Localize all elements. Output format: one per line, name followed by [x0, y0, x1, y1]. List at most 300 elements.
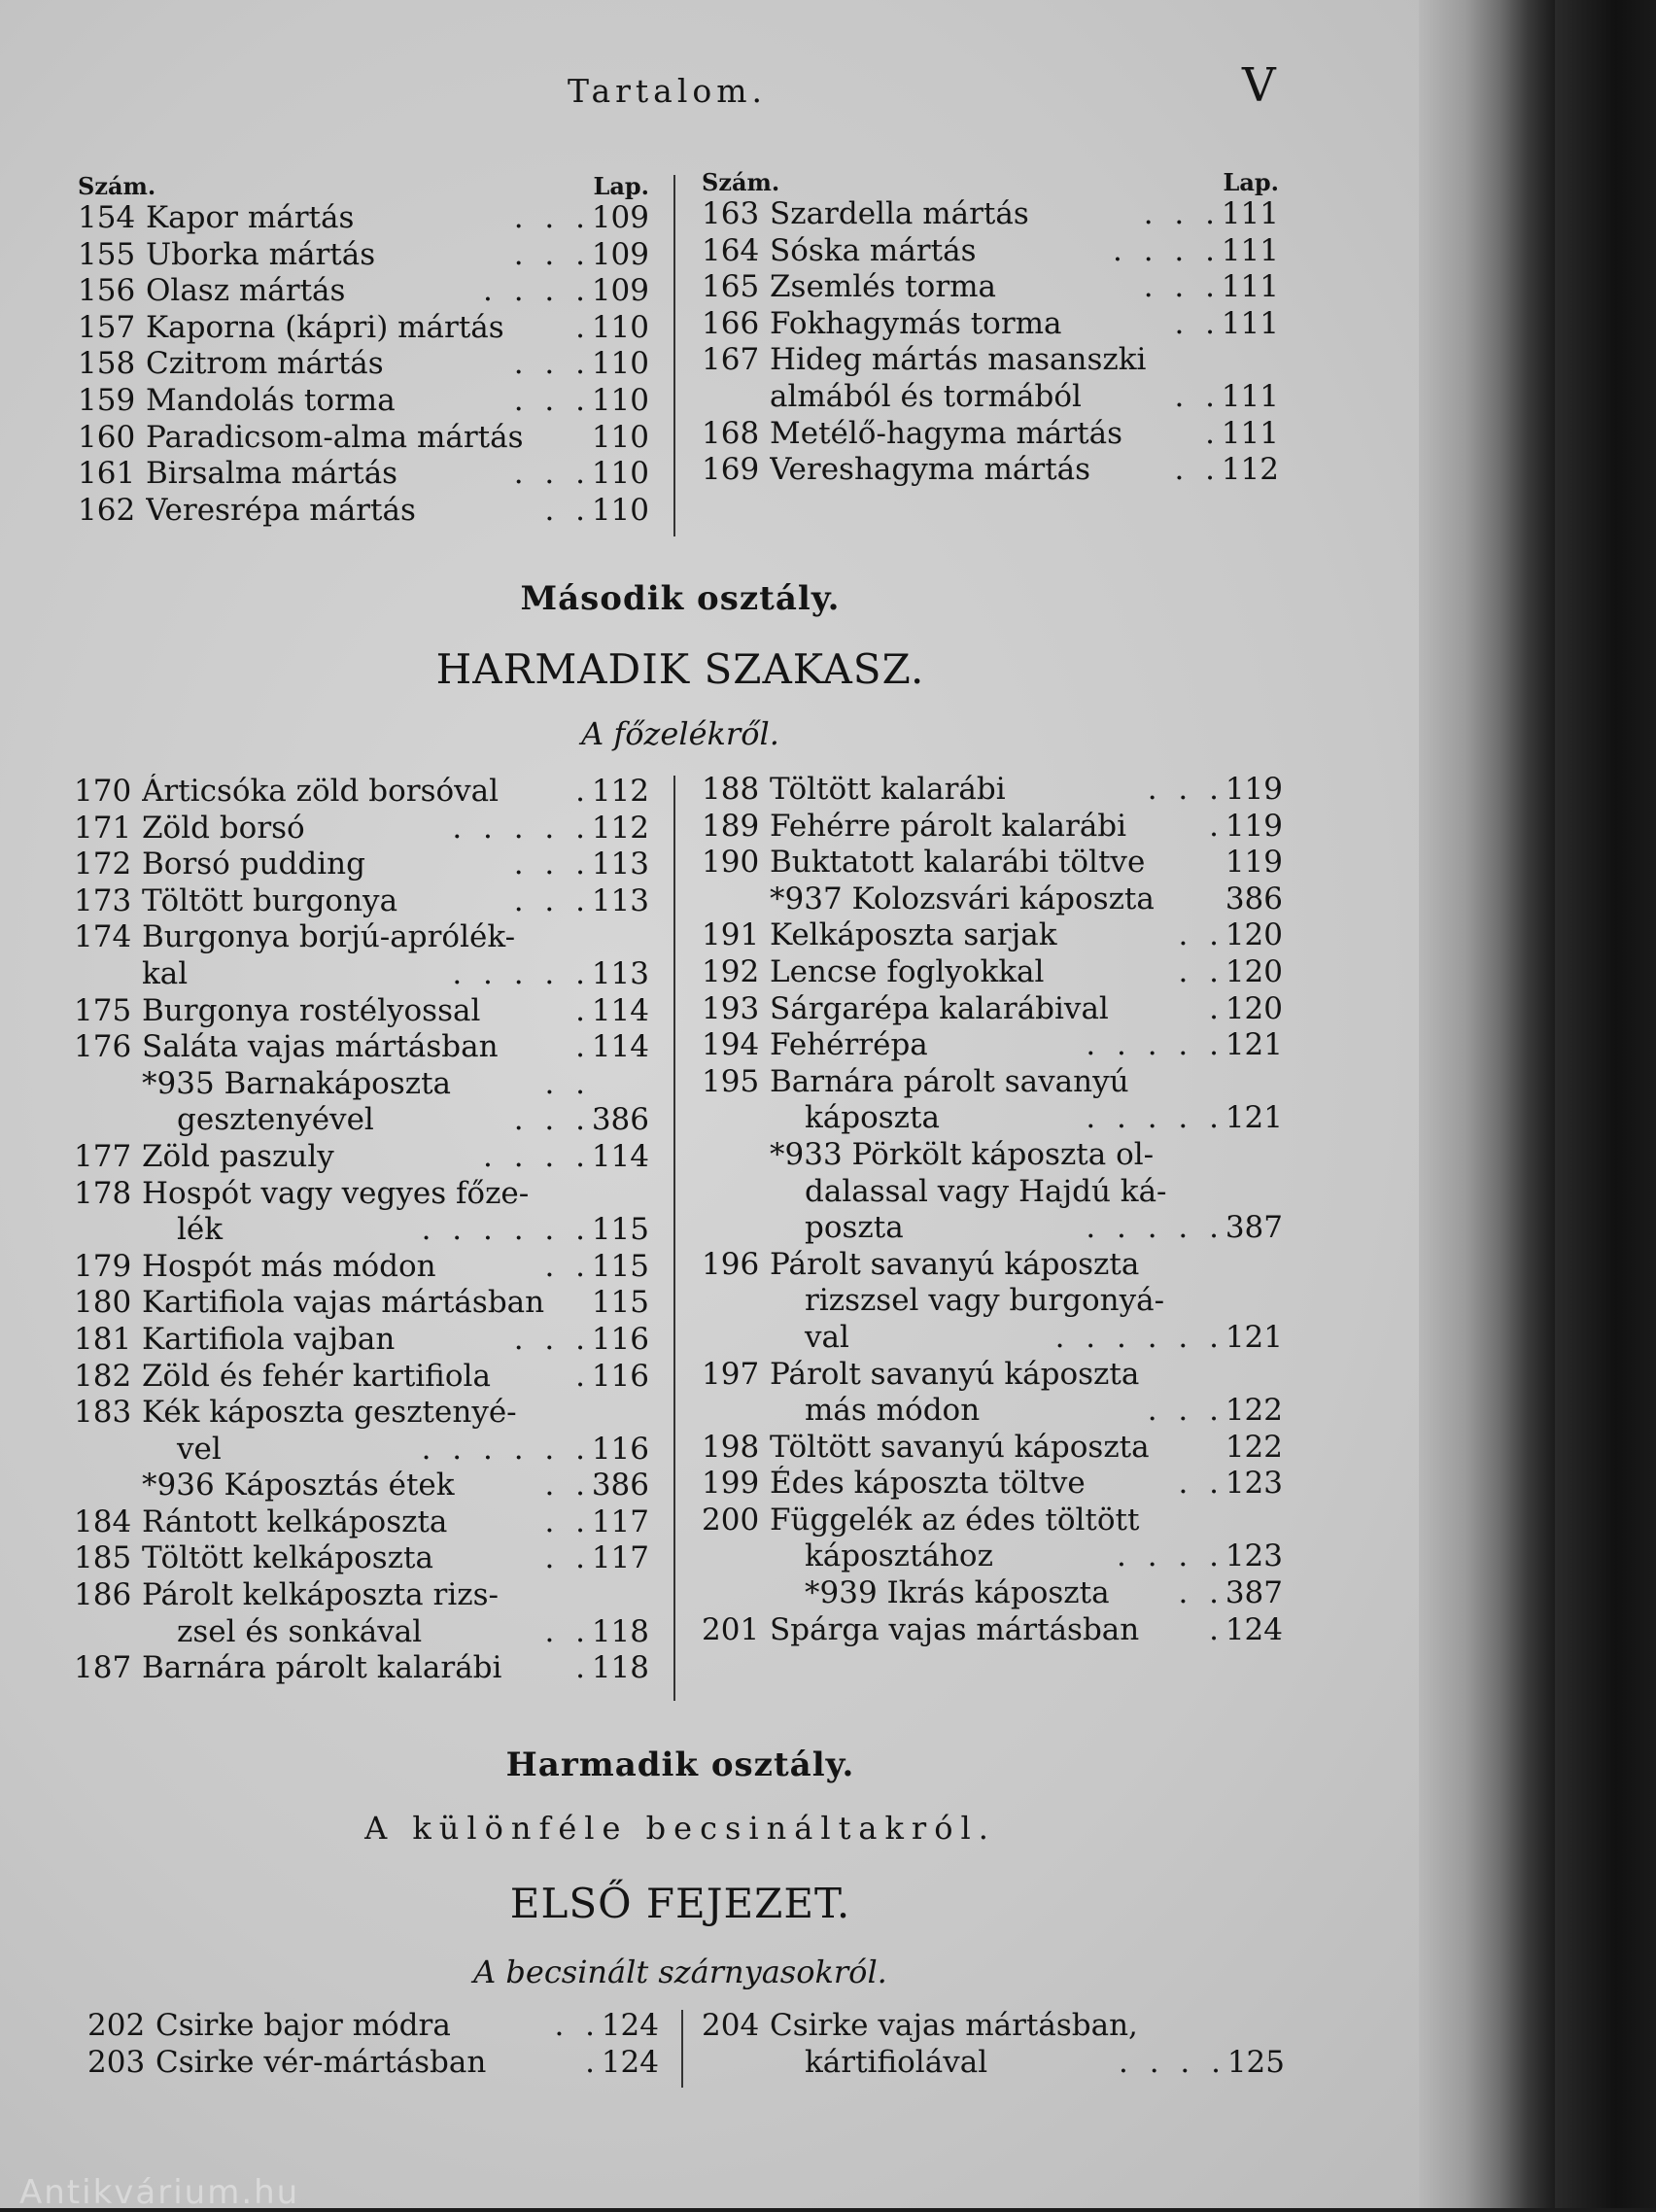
entry-title: Borsó pudding — [142, 847, 365, 882]
entry-page: 118 — [591, 1650, 649, 1686]
entry-leader: . . — [1178, 1575, 1225, 1611]
toc-entry — [78, 383, 649, 420]
entry-title: Zöld paszuly — [142, 1138, 334, 1174]
entry-number: 196 — [702, 1246, 760, 1282]
entry-title: káposztához — [805, 1538, 993, 1574]
entry-leader: . — [1209, 1611, 1225, 1647]
entry-title: rizszsel vagy burgonyá- — [805, 1283, 1165, 1319]
toc-entry — [74, 1540, 649, 1577]
page-gutter — [1419, 0, 1555, 2208]
entry-page: 111 — [1221, 378, 1279, 414]
entry-title: Édes káposzta töltve — [770, 1466, 1086, 1502]
entry-number: 198 — [702, 1429, 760, 1465]
entry-number: 181 — [74, 1321, 132, 1357]
toc-entry — [74, 919, 649, 956]
toc-entry — [74, 1432, 649, 1469]
entry-page: 121 — [1225, 1319, 1283, 1355]
toc-entry — [702, 1210, 1283, 1247]
entry-leader: . . . . . — [452, 955, 591, 991]
toc-entry — [78, 237, 649, 274]
entry-page: 119 — [1225, 845, 1283, 881]
entry-page: 122 — [1225, 1393, 1283, 1429]
entry-page: 121 — [1225, 1027, 1283, 1063]
entry-title: Kék káposzta gesztenyé- — [142, 1395, 517, 1431]
toc-entry — [74, 1285, 649, 1322]
entry-leader: . . . . . — [1086, 1027, 1225, 1063]
entry-page: 117 — [591, 1540, 649, 1576]
entry-page: 111 — [1221, 196, 1279, 231]
entry-page: 112 — [591, 810, 649, 846]
entry-title: Barnára párolt savanyú — [770, 1063, 1129, 1099]
entry-title: poszta — [805, 1210, 904, 1246]
entry-leader: . . — [544, 1065, 591, 1101]
entry-title: Saláta vajas mártásban — [142, 1029, 499, 1065]
entry-title: Párolt savanyú káposzta — [770, 1246, 1140, 1282]
entry-leader: . . — [544, 1540, 591, 1576]
toc-entry — [702, 809, 1283, 846]
entry-title: Csirke bajor módra — [155, 2008, 451, 2043]
entry-page: 122 — [1225, 1429, 1283, 1465]
section1-left-column — [78, 167, 649, 529]
toc-entry — [74, 1139, 649, 1176]
toc-entry — [702, 1393, 1283, 1430]
entry-number: 194 — [702, 1027, 760, 1063]
entry-title: Spárga vajas mártásban — [770, 1611, 1140, 1647]
entry-page: 110 — [591, 419, 649, 455]
entry-title: Mandolás torma — [146, 382, 396, 418]
toc-entry — [702, 1174, 1283, 1211]
entry-leader: . . . — [1143, 196, 1221, 231]
entry-title: *935 Barnakáposzta — [142, 1065, 452, 1101]
entry-title: Töltött kelkáposzta — [142, 1540, 433, 1576]
toc-entry — [74, 1066, 649, 1103]
entry-title: Párolt savanyú káposzta — [770, 1356, 1140, 1392]
entry-leader: . . — [1174, 452, 1221, 488]
entry-title: Függelék az édes töltött — [770, 1502, 1140, 1538]
toc-entry — [74, 956, 649, 993]
entry-number: 201 — [702, 1611, 760, 1647]
entry-page: 114 — [591, 1138, 649, 1174]
entry-leader: . . . — [513, 1321, 591, 1357]
toc-entry — [78, 273, 649, 310]
toc-entry — [702, 954, 1283, 991]
entry-page: 123 — [1225, 1466, 1283, 1502]
entry-page: 111 — [1221, 269, 1279, 305]
entry-page: 113 — [591, 847, 649, 882]
entry-number: 203 — [87, 2044, 146, 2080]
toc-entry — [74, 1395, 649, 1432]
entry-page: 109 — [591, 200, 649, 235]
entry-title: dalassal vagy Hajdú ká- — [805, 1173, 1167, 1209]
entry-page: 111 — [1221, 305, 1279, 341]
entry-title: Birsalma mártás — [146, 456, 398, 492]
section3-left-column — [87, 2008, 659, 2081]
entry-number: 193 — [702, 990, 760, 1026]
entry-page: 115 — [591, 1212, 649, 1248]
entry-leader: . . — [554, 2008, 601, 2043]
entry-page: 119 — [1225, 808, 1283, 844]
entry-title: Fehérrépa — [770, 1027, 928, 1063]
entry-number: 184 — [74, 1503, 132, 1539]
toc-entry — [74, 1102, 649, 1139]
entry-number: 182 — [74, 1358, 132, 1394]
class-subtitle: A különféle becsináltakról. — [364, 1810, 996, 1847]
toc-entry — [74, 993, 649, 1030]
toc-entry — [78, 310, 649, 347]
entry-leader: . . — [544, 1613, 591, 1649]
entry-number: 173 — [74, 882, 132, 918]
entry-page: 116 — [591, 1321, 649, 1357]
toc-entry — [702, 306, 1279, 343]
entry-title: Kapor mártás — [146, 200, 355, 235]
entry-title: Árticsóka zöld borsóval — [142, 774, 500, 809]
section1-right-column — [702, 163, 1279, 489]
entry-page: 110 — [591, 309, 649, 345]
entry-page: 110 — [591, 456, 649, 492]
toc-entry — [74, 883, 649, 920]
toc-entry — [702, 991, 1283, 1028]
entry-leader: . — [575, 309, 591, 345]
toc-entry — [702, 1027, 1283, 1064]
entry-title: Rántott kelkáposzta — [142, 1503, 448, 1539]
entry-title: Zöld borsó — [142, 810, 305, 846]
entry-title: Párolt kelkáposzta rizs- — [142, 1577, 499, 1613]
entry-number: 175 — [74, 992, 132, 1028]
section-subtitle: A főzelékről. — [581, 715, 779, 752]
section2-right-column — [702, 772, 1283, 1648]
entry-leader: . . — [544, 492, 591, 528]
toc-entry — [74, 1029, 649, 1066]
entry-title: *939 Ikrás káposzta — [805, 1575, 1110, 1611]
entry-title: Kartifiola vajas mártásban — [142, 1285, 545, 1321]
entry-number: 189 — [702, 808, 760, 844]
entry-number: 156 — [78, 273, 136, 309]
toc-entry — [702, 2045, 1285, 2082]
section2-left-column — [74, 774, 649, 1687]
entry-leader: . . — [544, 1503, 591, 1539]
toc-entry — [702, 1064, 1283, 1101]
entry-page: 123 — [1225, 1538, 1283, 1574]
entry-leader: . . . . . . — [1054, 1319, 1225, 1355]
entry-title: Hospót vagy vegyes főze- — [142, 1175, 530, 1211]
entry-title: Szardella mártás — [770, 196, 1029, 231]
entry-number: 183 — [74, 1395, 132, 1431]
entry-leader: . . . . — [483, 1138, 591, 1174]
entry-number: 160 — [78, 419, 136, 455]
entry-page: 115 — [591, 1248, 649, 1284]
entry-title: Czitrom mártás — [146, 346, 384, 382]
entry-page: 110 — [591, 382, 649, 418]
entry-title: Olasz mártás — [146, 273, 346, 309]
class-title-2: Második osztály. — [520, 579, 841, 618]
entry-leader: . — [1205, 415, 1221, 451]
toc-entry — [87, 2045, 659, 2082]
running-title: Tartalom. — [568, 72, 768, 110]
entry-number: 159 — [78, 382, 136, 418]
entry-number: 171 — [74, 810, 132, 846]
entry-page: 124 — [601, 2008, 659, 2043]
entry-number: 199 — [702, 1466, 760, 1502]
entry-number: 174 — [74, 919, 132, 955]
entry-title: Csirke vér-mártásban — [155, 2044, 487, 2080]
entry-title: Veresrépa mártás — [146, 492, 416, 528]
toc-entry — [74, 1504, 649, 1541]
entry-leader: . . . — [1143, 269, 1221, 305]
column-divider — [673, 776, 675, 1701]
col-head-num: Szám. — [78, 172, 156, 200]
entry-title: káposzta — [805, 1100, 940, 1136]
entry-number: 188 — [702, 772, 760, 807]
entry-title: Kartifiola vajban — [142, 1321, 396, 1357]
entry-page: 114 — [591, 992, 649, 1028]
entry-number: 202 — [87, 2008, 146, 2043]
entry-page: 386 — [591, 1102, 649, 1138]
entry-number: 185 — [74, 1540, 132, 1576]
entry-page: 109 — [591, 236, 649, 272]
class-title-3: Harmadik osztály. — [505, 1745, 855, 1784]
toc-entry — [702, 1430, 1283, 1467]
entry-number: 155 — [78, 236, 136, 272]
toc-entry — [702, 1538, 1283, 1575]
entry-page: 117 — [591, 1503, 649, 1539]
entry-title: Fehérre párolt kalarábi — [770, 808, 1127, 844]
entry-leader: . . . — [513, 346, 591, 382]
entry-page: 112 — [1221, 452, 1279, 488]
entry-title: más módon — [805, 1393, 981, 1429]
entry-page: 120 — [1225, 990, 1283, 1026]
entry-page: 111 — [1221, 232, 1279, 268]
entry-title: *933 Pörkölt káposzta ol- — [770, 1136, 1155, 1172]
entry-number: 192 — [702, 953, 760, 989]
toc-entry — [702, 1612, 1283, 1649]
entry-title: Fokhagymás torma — [770, 305, 1062, 341]
toc-entry — [74, 1577, 649, 1614]
entry-number: 167 — [702, 342, 760, 378]
entry-title: Burgonya rostélyossal — [142, 992, 481, 1028]
entry-title: *936 Káposztás étek — [142, 1468, 455, 1503]
entry-leader: . — [575, 992, 591, 1028]
entry-leader: . . . — [513, 200, 591, 235]
entry-number: 197 — [702, 1356, 760, 1392]
entry-number: 178 — [74, 1175, 132, 1211]
column-header — [78, 167, 649, 200]
entry-page: 118 — [591, 1613, 649, 1649]
entry-title: Sóska mártás — [770, 232, 977, 268]
entry-leader: . . . . — [1113, 232, 1221, 268]
entry-number: 162 — [78, 492, 136, 528]
toc-entry — [74, 1212, 649, 1249]
toc-entry — [702, 881, 1283, 918]
entry-page: 110 — [591, 346, 649, 382]
entry-title: Kaporna (kápri) mártás — [146, 309, 504, 345]
toc-entry — [78, 346, 649, 383]
entry-number: 164 — [702, 232, 760, 268]
entry-leader: . . . — [513, 456, 591, 492]
entry-page: 116 — [591, 1431, 649, 1467]
entry-number: 187 — [74, 1650, 132, 1686]
entry-title: almából és tormából — [770, 378, 1082, 414]
entry-leader: . . — [544, 1248, 591, 1284]
entry-leader: . — [575, 1650, 591, 1686]
toc-entry — [702, 196, 1279, 233]
watermark: Antikvárium.hu — [19, 2173, 300, 2212]
entry-page: 387 — [1225, 1210, 1283, 1246]
entry-number: 161 — [78, 456, 136, 492]
entry-title: kal — [142, 955, 189, 991]
toc-entry — [702, 1503, 1283, 1539]
entry-title: Hideg mártás masanszki — [770, 342, 1147, 378]
chapter-title: ELSŐ FEJEZET. — [509, 1880, 851, 1927]
entry-number: 172 — [74, 847, 132, 882]
entry-number: 170 — [74, 774, 132, 809]
entry-page: 124 — [601, 2044, 659, 2080]
toc-entry — [702, 342, 1279, 379]
entry-page: 114 — [591, 1029, 649, 1065]
col-head-page: Lap. — [1223, 168, 1279, 196]
entry-number: 154 — [78, 200, 136, 235]
entry-title: Paradicsom-alma mártás — [146, 419, 524, 455]
entry-title: Töltött burgonya — [142, 882, 398, 918]
entry-title: val — [805, 1319, 849, 1355]
entry-number: 200 — [702, 1502, 760, 1538]
entry-title: Zsemlés torma — [770, 269, 997, 305]
entry-title: Barnára párolt kalarábi — [142, 1650, 502, 1686]
toc-entry — [702, 845, 1283, 881]
toc-entry — [702, 1137, 1283, 1174]
entry-leader: . . — [544, 1468, 591, 1503]
entry-leader: . . . — [513, 882, 591, 918]
entry-number: 180 — [74, 1285, 132, 1321]
entry-page: 113 — [591, 882, 649, 918]
toc-entry — [74, 1322, 649, 1359]
entry-number: 166 — [702, 305, 760, 341]
entry-leader: . . . — [1147, 772, 1225, 807]
toc-entry — [78, 493, 649, 530]
entry-page: 120 — [1225, 917, 1283, 953]
entry-page: 121 — [1225, 1100, 1283, 1136]
column-divider — [681, 2010, 683, 2088]
entry-leader: . . . . . . — [421, 1212, 591, 1248]
entry-title: Lencse foglyokkal — [770, 953, 1045, 989]
entry-number: 191 — [702, 917, 760, 953]
toc-entry — [74, 811, 649, 847]
column-header — [702, 163, 1279, 196]
entry-number: 163 — [702, 196, 760, 231]
toc-entry — [74, 774, 649, 811]
entry-title: Sárgarépa kalarábival — [770, 990, 1109, 1026]
entry-page: 125 — [1226, 2044, 1285, 2080]
entry-title: Uborka mártás — [146, 236, 376, 272]
entry-title: zsel és sonkával — [177, 1613, 423, 1649]
entry-page: 120 — [1225, 953, 1283, 989]
entry-leader: . . . . . — [1086, 1210, 1225, 1246]
entry-page: 112 — [591, 774, 649, 809]
toc-entry — [74, 1468, 649, 1504]
entry-leader: . . — [1174, 378, 1221, 414]
entry-page: 119 — [1225, 772, 1283, 807]
chapter-subtitle: A becsinált szárnyasokról. — [473, 1953, 887, 1990]
toc-entry — [78, 456, 649, 493]
toc-entry — [74, 1650, 649, 1687]
toc-entry — [702, 269, 1279, 306]
entry-leader: . — [575, 774, 591, 809]
toc-entry — [78, 200, 649, 237]
book-edge — [1555, 0, 1656, 2208]
entry-leader: . . . — [513, 847, 591, 882]
entry-page: 386 — [591, 1468, 649, 1503]
toc-entry — [702, 233, 1279, 270]
toc-entry — [74, 1249, 649, 1286]
entry-title: Metélő-hagyma mártás — [770, 415, 1123, 451]
entry-number: 204 — [702, 2008, 760, 2043]
entry-page: 386 — [1225, 881, 1283, 916]
toc-entry — [702, 1575, 1283, 1612]
toc-entry — [702, 1100, 1283, 1137]
entry-title: *937 Kolozsvári káposzta — [770, 881, 1155, 916]
toc-entry — [74, 1359, 649, 1396]
toc-entry — [702, 2008, 1285, 2045]
entry-leader: . — [1209, 990, 1225, 1026]
entry-leader: . . — [1178, 1466, 1225, 1502]
toc-entry — [702, 1247, 1283, 1284]
entry-title: lék — [177, 1212, 224, 1248]
entry-page: 387 — [1225, 1575, 1283, 1611]
entry-leader: . — [575, 1358, 591, 1394]
entry-number: 176 — [74, 1029, 132, 1065]
section3-right-column — [702, 2008, 1285, 2081]
page-numeral: V — [1242, 58, 1276, 113]
entry-leader: . . . — [513, 382, 591, 418]
entry-leader: . — [1209, 808, 1225, 844]
toc-entry — [702, 1320, 1283, 1357]
entry-page: 113 — [591, 955, 649, 991]
entry-number: 190 — [702, 845, 760, 881]
entry-page: 115 — [591, 1285, 649, 1321]
toc-entry — [702, 379, 1279, 416]
toc-entry — [702, 1357, 1283, 1394]
entry-number: 195 — [702, 1063, 760, 1099]
entry-leader: . . . . . — [1086, 1100, 1225, 1136]
entry-title: Töltött savanyú káposzta — [770, 1429, 1150, 1465]
col-head-num: Szám. — [702, 168, 780, 196]
entry-title: Hospót más módon — [142, 1248, 436, 1284]
entry-title: Zöld és fehér kartifiola — [142, 1358, 491, 1394]
entry-title: Töltött kalarábi — [770, 772, 1006, 807]
entry-leader: . . . — [513, 236, 591, 272]
toc-entry — [702, 1283, 1283, 1320]
entry-page: 111 — [1221, 415, 1279, 451]
toc-entry — [74, 1176, 649, 1213]
entry-leader: . . . . — [1117, 1538, 1225, 1574]
toc-entry — [702, 1466, 1283, 1503]
entry-title: Csirke vajas mártásban, — [770, 2008, 1138, 2043]
entry-title: Vereshagyma mártás — [770, 452, 1091, 488]
entry-number: 179 — [74, 1248, 132, 1284]
entry-leader: . . . . — [483, 273, 591, 309]
entry-title: kártifiolával — [805, 2044, 988, 2080]
toc-entry — [702, 452, 1279, 489]
toc-entry — [74, 847, 649, 883]
entry-page: 124 — [1225, 1611, 1283, 1647]
toc-entry — [78, 420, 649, 457]
entry-number: 168 — [702, 415, 760, 451]
section-title-3: HARMADIK SZAKASZ. — [435, 645, 925, 693]
entry-number: 186 — [74, 1577, 132, 1613]
entry-page: 116 — [591, 1358, 649, 1394]
entry-title: vel — [177, 1431, 222, 1467]
entry-leader: . . — [1178, 917, 1225, 953]
entry-number: 169 — [702, 452, 760, 488]
